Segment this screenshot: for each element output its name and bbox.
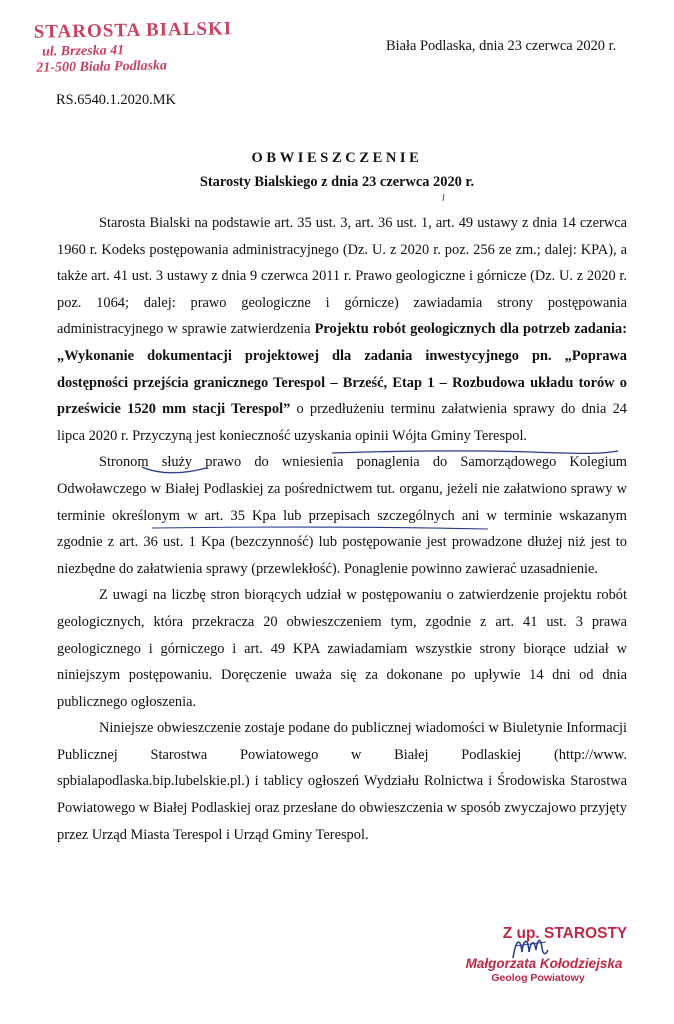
signature-authority: Z up. STAROSTY <box>502 925 628 942</box>
pen-underline-1 <box>330 445 620 461</box>
signature-stamp <box>450 925 650 984</box>
stamp-line-1: STAROSTA BIALSKI <box>33 18 233 43</box>
paragraph-4: Niniejsze obwieszczenie zostaje podane do publicznej wiadomości w Biuletynie Informacji Publicznej Starostwa Powiatowego w Białej Podlaskiej (http://www. spbialapodlaska.bip.lubelskie.pl.) i tablicy ogłoszeń Wydziału Rolnictwa i Środowiska Starostwa Powiatowego w Białej Podlaskiej oraz przesłane do obwieszczenia w sposób zwyczajowo przyjęty przez Urząd Miasta Terespol i Urząd Gminy Terespol. <box>57 720 627 843</box>
place-date: Biała Podlaska, dnia 23 czerwca 2020 r. <box>386 38 617 54</box>
office-stamp <box>34 18 235 76</box>
project-name: Projektu robót geologicznych dla potrzeb zadania: „Wykonanie dokumentacji projektowej dla zadania inwestycyjnego pn. „Poprawa dostępności przejścia granicznego Terespol – Brześć, Etap 1 – Rozbudowa układu torów o prześwicie 1520 mm stacji Terespol” <box>57 321 627 418</box>
paragraph-3: Z uwagi na liczbę stron biorących udział w postępowaniu o zatwierdzenie projektu robót geologicznych, która przekracza 20 obwieszczeniem tym, zgodnie z art. 41 ust. 3 prawa geologicznego i górniczego i art. 49 KPA zawiadamiam wszystkie strony biorące udział w niniejszym postępowaniu. Doręczenie uważa się za dokonane po upływie 14 dni od dnia publicznego ogłoszenia. <box>57 587 627 710</box>
paragraph-1-deadline: o przedłużeniu terminu załatwienia sprawy do dnia 24 lipca 2020 r. Przyczyną jest konieczność uzyskania opinii Wójta Gminy Terespol. <box>57 401 627 444</box>
paragraph-1 <box>57 210 627 449</box>
stamp-line-3: 21-500 Biała Podlaska <box>36 58 168 76</box>
pen-underline-3 <box>150 523 490 535</box>
document-subtitle: Starosty Bialskiego z dnia 23 czerwca 2020 r. <box>199 174 475 190</box>
reference-number: RS.6540.1.2020.MK <box>56 92 176 108</box>
document-title: OBWIESZCZENIE <box>251 150 423 166</box>
signatory-position: Geolog Powiatowy <box>491 972 585 984</box>
pen-tick <box>440 193 448 203</box>
paragraph-2: Stronom służy prawo do wniesienia ponaglenia do Samorządowego Kolegium Odwoławczego w Białej Podlaskiej za pośrednictwem tut. organu, jeżeli nie załatwiono sprawy w terminie określonym w art. 35 Kpa lub przepisach szczególnych ani w terminie wskazanym zgodnie z art. 36 ust. 1 Kpa (bezczynność) lub postępowanie jest prowadzone dłużej niż jest to niezbędne do załatwienia sprawy (przewlekłość). Ponaglenie powinno zawierać uzasadnienie. <box>57 454 627 577</box>
signatory-name: Małgorzata Kołodziejska <box>465 956 623 971</box>
stamp-line-2: ul. Brzeska 41 <box>41 43 125 60</box>
paragraph-1-intro: Starosta Bialski na podstawie art. 35 ust. 3, art. 36 ust. 1, art. 49 ustawy z dnia 14 czerwca 1960 r. Kodeks postępowania administracyjnego (Dz. U. z 2020 r. poz. 256 ze zm.; dalej: KPA), a także art. 41 ust. 3 ustawy z dnia 9 czerwca 2011 r. Prawo geologiczne i górnicze (Dz. U. z 2020 r. poz. 1064; dalej: prawo geologiczne i górnicze) zawiadamia strony postępowania administracyjnego w sprawie zatwierdzenia <box>57 215 627 338</box>
pen-underline-2 <box>140 463 210 477</box>
